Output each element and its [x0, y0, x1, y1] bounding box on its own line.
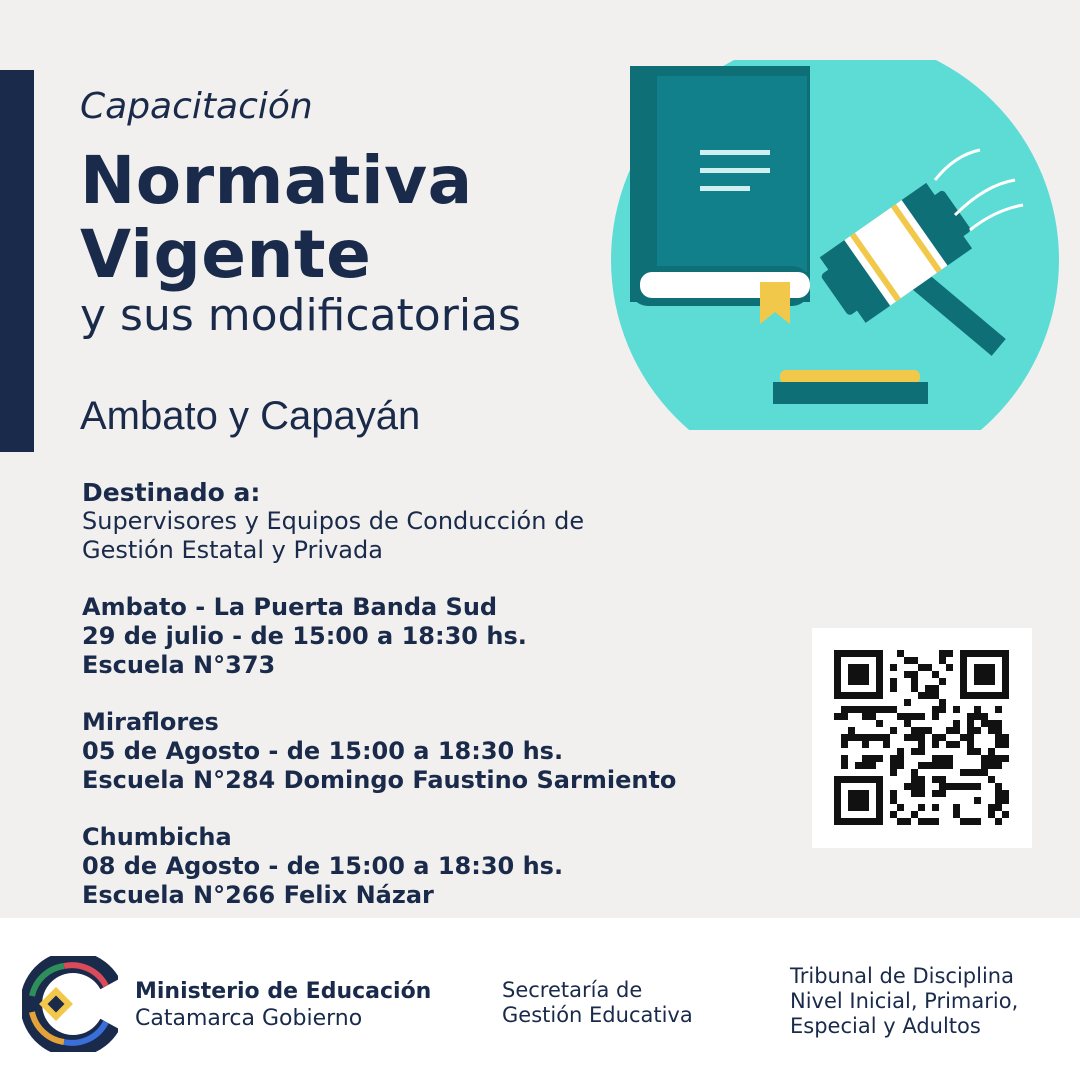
qr-module	[855, 734, 862, 741]
qr-module	[897, 650, 904, 657]
qr-module	[869, 713, 876, 720]
qr-module	[883, 734, 890, 741]
qr-module	[953, 741, 960, 748]
qr-module	[981, 720, 988, 727]
qr-module	[974, 769, 981, 776]
qr-module	[1002, 755, 1009, 762]
qr-module	[995, 741, 1002, 748]
session-block	[82, 593, 676, 680]
qr-module	[960, 734, 967, 741]
audience-line-2: Gestión Estatal y Privada	[82, 536, 383, 564]
qr-module	[967, 818, 974, 825]
qr-module	[995, 734, 1002, 741]
qr-module	[862, 762, 869, 769]
qr-module	[897, 818, 904, 825]
qr-module	[932, 713, 939, 720]
qr-module	[925, 692, 932, 699]
session-datetime: 05 de Agosto - de 15:00 a 18:30 hs.	[82, 737, 564, 765]
title-line-1: Normativa	[80, 142, 473, 219]
qr-module	[939, 776, 946, 783]
qr-module	[1002, 741, 1009, 748]
qr-module	[932, 755, 939, 762]
qr-module	[897, 713, 904, 720]
qr-module	[883, 706, 890, 713]
qr-module	[995, 706, 1002, 713]
qr-module	[974, 797, 981, 804]
qr-module	[848, 727, 855, 734]
secretaria-text	[502, 978, 693, 1028]
qr-module	[834, 713, 841, 720]
qr-module	[967, 727, 974, 734]
session-school: Escuela N°373	[82, 651, 276, 679]
session-school: Escuela N°266 Felix Názar	[82, 881, 434, 909]
qr-module	[988, 804, 995, 811]
qr-module	[841, 755, 848, 762]
qr-module	[981, 755, 988, 762]
qr-module	[841, 734, 848, 741]
qr-module	[841, 741, 848, 748]
qr-module	[939, 650, 946, 657]
audience-line-1: Supervisores y Equipos de Conducción de	[82, 507, 585, 535]
qr-module	[974, 706, 981, 713]
qr-module	[904, 818, 911, 825]
qr-module	[932, 762, 939, 769]
session-place: Miraflores	[82, 708, 219, 736]
qr-module	[974, 727, 981, 734]
qr-module	[932, 692, 939, 699]
qr-module	[932, 685, 939, 692]
qr-finder	[848, 664, 869, 685]
audience-label: Destinado a:	[82, 478, 261, 507]
page-title	[80, 144, 473, 292]
qr-module	[946, 664, 953, 671]
qr-module	[960, 818, 967, 825]
qr-module	[988, 811, 995, 818]
qr-module	[974, 748, 981, 755]
qr-module	[904, 699, 911, 706]
qr-module	[911, 790, 918, 797]
qr-module	[1002, 811, 1009, 818]
qr-module	[890, 755, 897, 762]
qr-module	[918, 818, 925, 825]
qr-module	[869, 734, 876, 741]
qr-module	[953, 804, 960, 811]
qr-module	[904, 720, 911, 727]
qr-module	[946, 741, 953, 748]
qr-module	[918, 713, 925, 720]
qr-module	[911, 783, 918, 790]
qr-module	[953, 727, 960, 734]
ministry-line-2: Catamarca Gobierno	[135, 1006, 363, 1031]
qr-module	[918, 664, 925, 671]
qr-module	[862, 741, 869, 748]
region-text: Ambato y Capayán	[80, 394, 421, 438]
qr-module	[841, 762, 848, 769]
secretaria-line-2: Gestión Educativa	[502, 1003, 693, 1027]
qr-module	[918, 804, 925, 811]
qr-module	[890, 790, 897, 797]
qr-module	[890, 706, 897, 713]
qr-module	[988, 720, 995, 727]
qr-module	[939, 783, 946, 790]
qr-module	[981, 713, 988, 720]
qr-module	[918, 741, 925, 748]
qr-module	[932, 790, 939, 797]
qr-module	[946, 783, 953, 790]
qr-module	[967, 734, 974, 741]
accent-bar	[0, 70, 34, 452]
qr-module	[995, 727, 1002, 734]
session-place: Ambato - La Puerta Banda Sud	[82, 593, 498, 621]
qr-module	[897, 748, 904, 755]
qr-module	[981, 762, 988, 769]
qr-module	[946, 650, 953, 657]
qr-module	[925, 762, 932, 769]
qr-module	[967, 769, 974, 776]
qr-module	[995, 783, 1002, 790]
qr-module	[918, 783, 925, 790]
qr-module	[862, 734, 869, 741]
qr-module	[869, 755, 876, 762]
qr-module	[918, 748, 925, 755]
qr-module	[960, 783, 967, 790]
qr-module	[911, 811, 918, 818]
qr-module	[953, 811, 960, 818]
qr-module	[918, 727, 925, 734]
qr-finder	[974, 664, 995, 685]
qr-module	[995, 818, 1002, 825]
qr-module	[897, 762, 904, 769]
details	[82, 478, 676, 910]
qr-module	[925, 818, 932, 825]
qr-module	[939, 790, 946, 797]
qr-module	[932, 706, 939, 713]
qr-module	[890, 769, 897, 776]
qr-module	[974, 783, 981, 790]
qr-module	[974, 818, 981, 825]
qr-finder	[848, 790, 869, 811]
qr-module	[932, 734, 939, 741]
qr-module	[890, 678, 897, 685]
tribunal-line-3: Especial y Adultos	[790, 1014, 981, 1038]
qr-module	[904, 657, 911, 664]
qr-module	[911, 678, 918, 685]
qr-module	[960, 769, 967, 776]
session-place: Chumbicha	[82, 823, 232, 851]
qr-module	[953, 720, 960, 727]
qr-module	[897, 755, 904, 762]
qr-module	[876, 706, 883, 713]
qr-module	[1002, 734, 1009, 741]
qr-module	[932, 818, 939, 825]
qr-module	[855, 706, 862, 713]
qr-module	[918, 762, 925, 769]
qr-module	[995, 755, 1002, 762]
qr-module	[995, 797, 1002, 804]
qr-module	[918, 692, 925, 699]
qr-module	[890, 762, 897, 769]
qr-module	[932, 741, 939, 748]
tribunal-text	[790, 964, 1018, 1039]
qr-module	[988, 727, 995, 734]
qr-module	[911, 685, 918, 692]
qr-module	[911, 657, 918, 664]
qr-module	[918, 734, 925, 741]
qr-module	[911, 671, 918, 678]
qr-module	[911, 748, 918, 755]
ministry-name	[135, 978, 431, 1032]
law-illustration	[605, 60, 1065, 430]
qr-module	[995, 790, 1002, 797]
qr-module	[869, 706, 876, 713]
qr-module	[855, 762, 862, 769]
qr-module	[939, 657, 946, 664]
qr-module	[862, 713, 869, 720]
ministry-line-1: Ministerio de Educación	[135, 979, 432, 1004]
qr-module	[967, 748, 974, 755]
qr-module	[995, 762, 1002, 769]
qr-code[interactable]	[812, 628, 1032, 848]
qr-module	[904, 734, 911, 741]
qr-module	[911, 713, 918, 720]
title-line-2: Vigente	[80, 216, 372, 293]
qr-module	[876, 755, 883, 762]
qr-module	[953, 783, 960, 790]
qr-module	[890, 664, 897, 671]
qr-module	[1002, 797, 1009, 804]
qr-module	[876, 734, 883, 741]
qr-module	[939, 755, 946, 762]
qr-module	[869, 762, 876, 769]
qr-module	[974, 713, 981, 720]
qr-module	[911, 776, 918, 783]
session-datetime: 08 de Agosto - de 15:00 a 18:30 hs.	[82, 852, 564, 880]
session-school: Escuela N°284 Domingo Faustino Sarmiento	[82, 766, 677, 794]
qr-module	[925, 685, 932, 692]
qr-module	[841, 713, 848, 720]
qr-module	[862, 706, 869, 713]
qr-module	[939, 734, 946, 741]
qr-module	[988, 755, 995, 762]
qr-module	[862, 755, 869, 762]
qr-module	[995, 804, 1002, 811]
tribunal-line-2: Nivel Inicial, Primario,	[790, 989, 1019, 1013]
qr-module	[876, 720, 883, 727]
qr-module	[946, 755, 953, 762]
qr-module	[967, 783, 974, 790]
qr-module	[946, 727, 953, 734]
kicker-text: Capacitación	[80, 86, 313, 127]
qr-module	[918, 790, 925, 797]
qr-module	[939, 678, 946, 685]
qr-module	[939, 762, 946, 769]
qr-module	[911, 727, 918, 734]
qr-module	[939, 706, 946, 713]
qr-module	[918, 776, 925, 783]
session-block	[82, 708, 676, 795]
qr-module	[1002, 790, 1009, 797]
qr-module	[953, 706, 960, 713]
qr-module	[904, 783, 911, 790]
qr-code-image	[812, 628, 1032, 848]
qr-module	[904, 713, 911, 720]
qr-module	[981, 769, 988, 776]
qr-module	[890, 727, 897, 734]
qr-module	[848, 734, 855, 741]
qr-module	[932, 671, 939, 678]
book-icon	[630, 66, 810, 324]
qr-module	[967, 720, 974, 727]
session-datetime: 29 de julio - de 15:00 a 18:30 hs.	[82, 622, 527, 650]
qr-module	[988, 762, 995, 769]
qr-module	[967, 741, 974, 748]
qr-module	[932, 804, 939, 811]
session-block	[82, 823, 676, 910]
qr-module	[946, 762, 953, 769]
qr-module	[911, 769, 918, 776]
qr-module	[939, 699, 946, 706]
qr-module	[911, 734, 918, 741]
qr-module	[988, 748, 995, 755]
qr-module	[841, 706, 848, 713]
qr-module	[890, 685, 897, 692]
subtitle: y sus modificatorias	[80, 290, 521, 341]
qr-module	[848, 706, 855, 713]
qr-module	[925, 664, 932, 671]
qr-module	[988, 776, 995, 783]
qr-module	[890, 811, 897, 818]
qr-module	[932, 776, 939, 783]
qr-module	[995, 720, 1002, 727]
qr-module	[883, 741, 890, 748]
qr-module	[967, 713, 974, 720]
qr-module	[925, 727, 932, 734]
tribunal-line-1: Tribunal de Disciplina	[790, 964, 1014, 988]
qr-module	[904, 671, 911, 678]
secretaria-line-1: Secretaría de	[502, 978, 643, 1002]
qr-module	[897, 804, 904, 811]
qr-module	[890, 797, 897, 804]
ministry-logo	[22, 956, 118, 1052]
